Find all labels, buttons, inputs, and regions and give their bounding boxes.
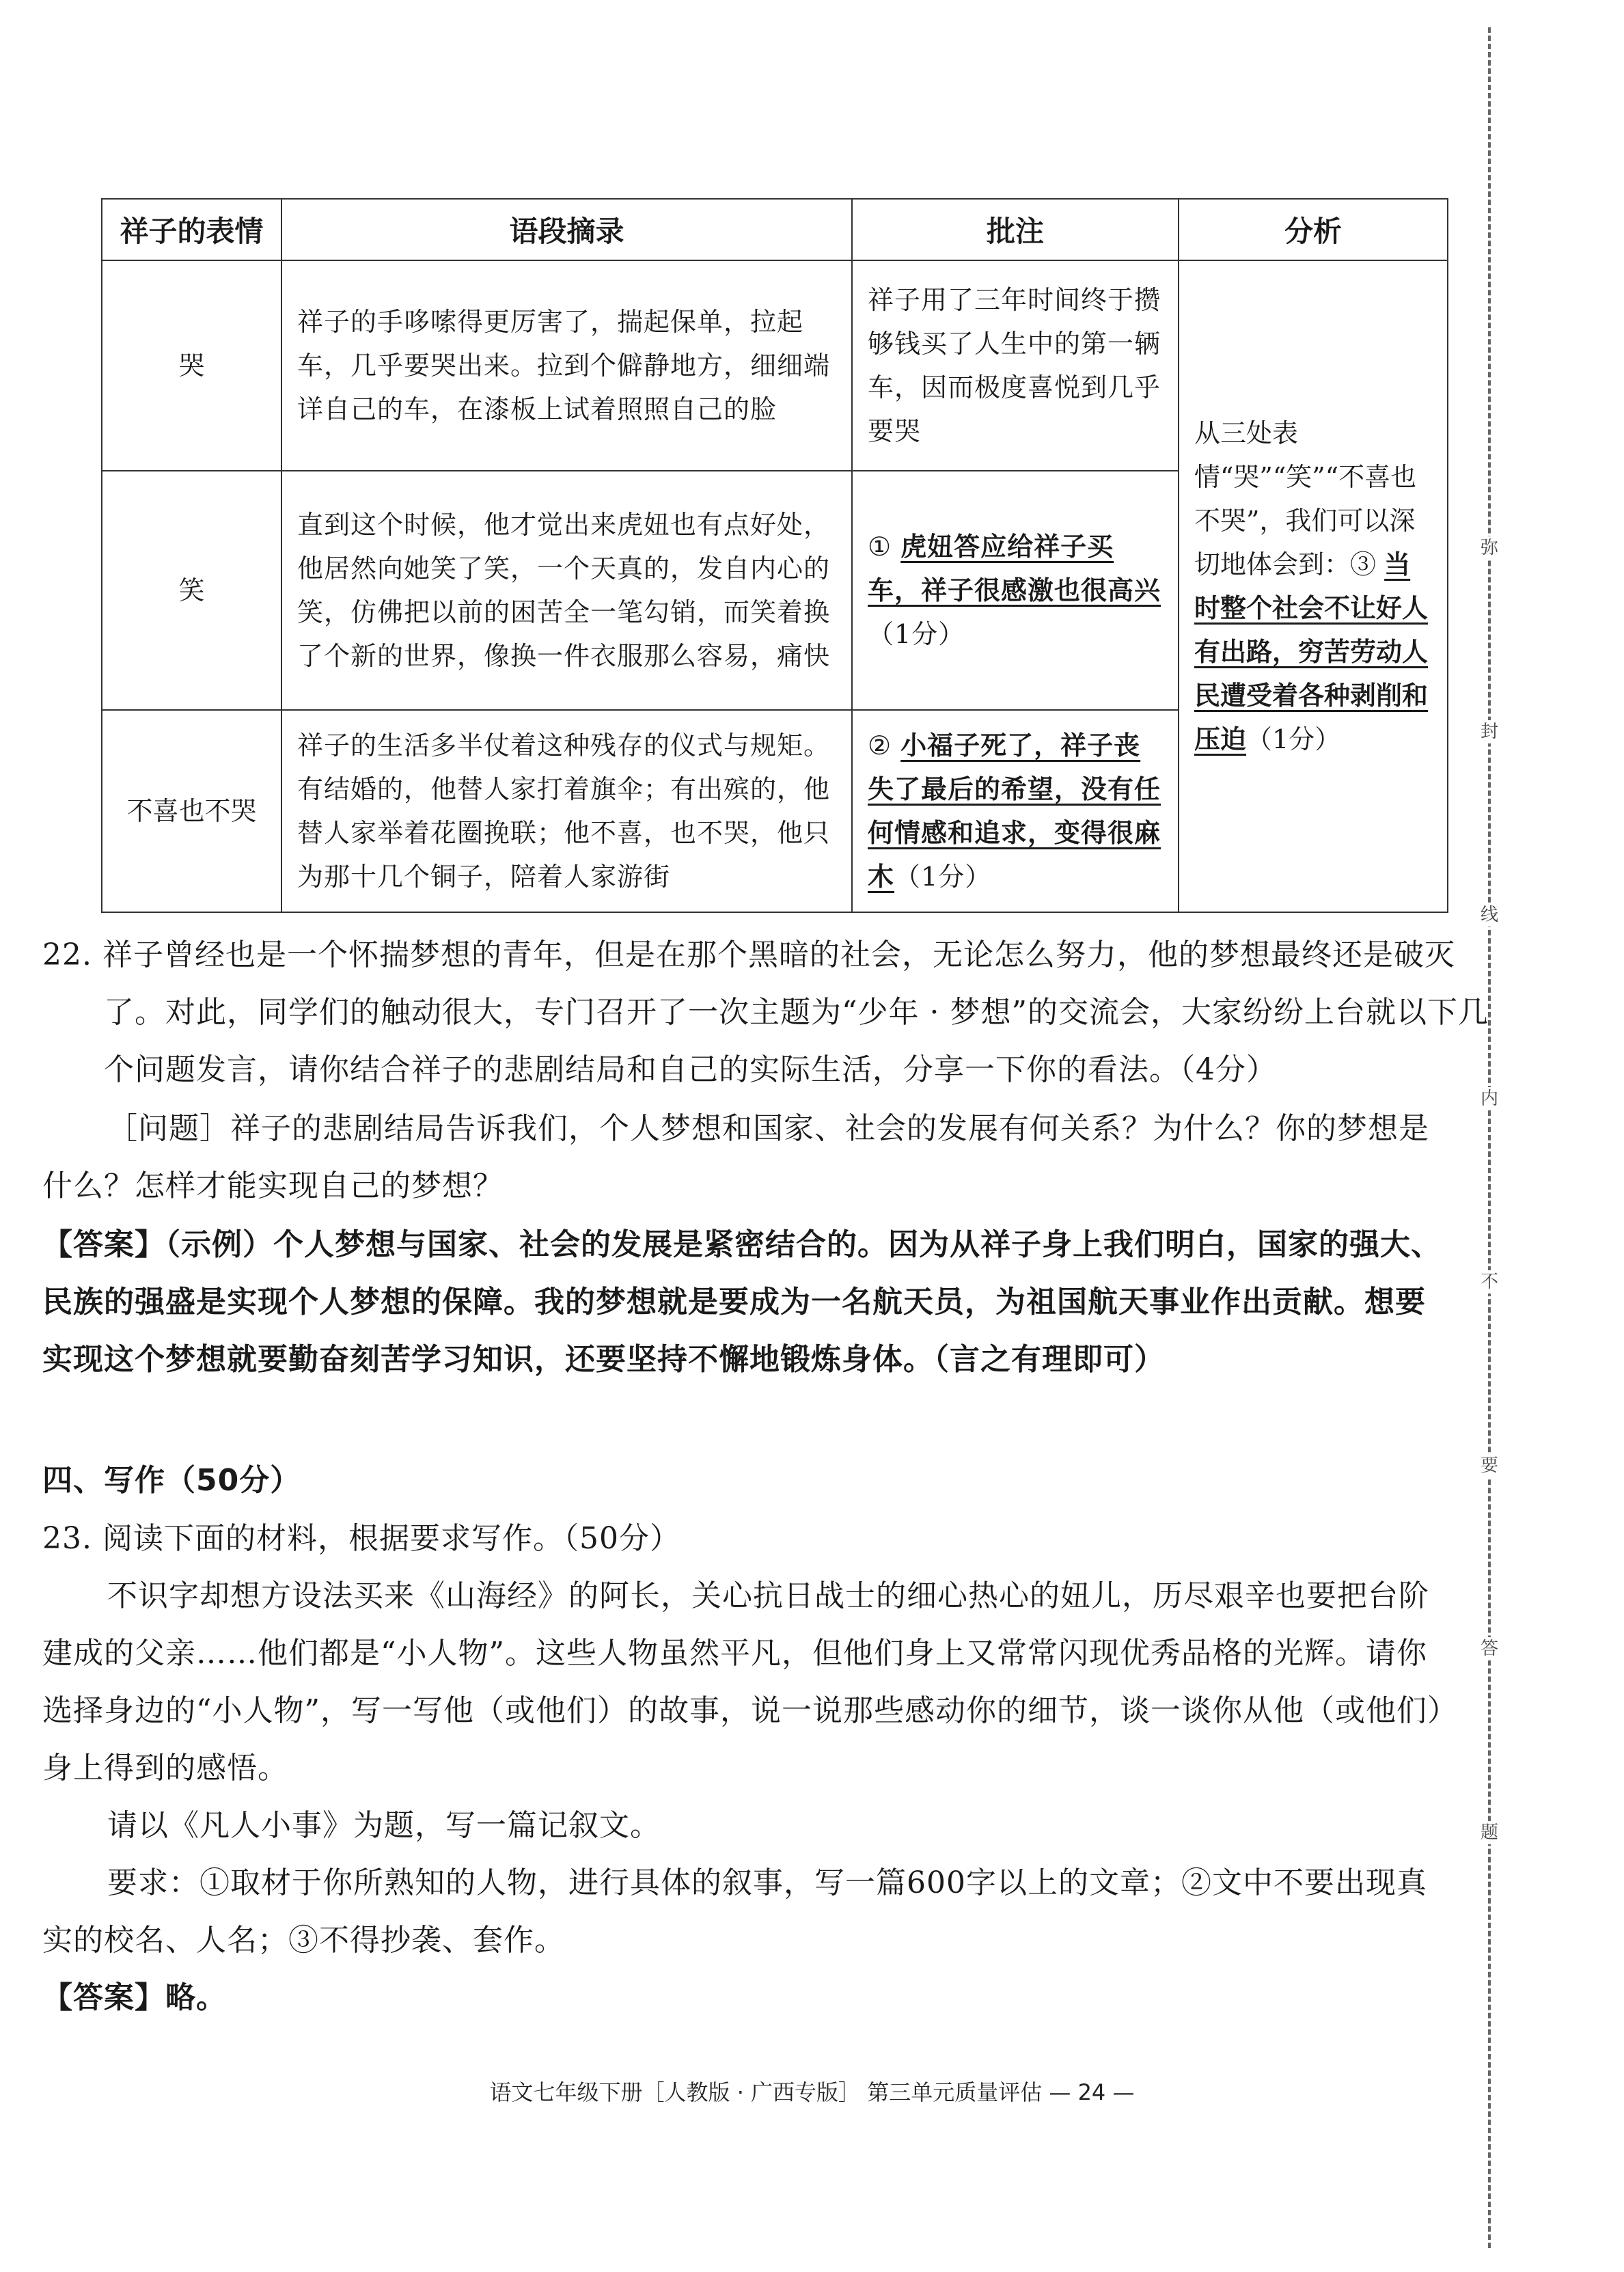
question-23-material: 不识字却想方设法买来《山海经》的阿长，关心抗日战士的细心热心的妞儿，历尽艰辛也要把台阶建成的父亲……他们都是“小人物”。这些人物虽然平凡，但他们身上又常常闪现优秀品格的光辉。请你选择身边的“小人物”，写一写他（或他们）的故事，说一说那些感动你的细节，谈一谈你从他（或他们）身上得到的感悟。 xyxy=(42,1578,1443,1785)
answer-text: 略。 xyxy=(165,1980,227,2015)
binding-char: 封 xyxy=(1476,720,1503,743)
analysis-marker: ③ xyxy=(1350,549,1377,579)
note-cell xyxy=(852,471,1179,710)
table-header-row xyxy=(102,199,1448,260)
expression-cell: 不喜也不哭 xyxy=(102,710,281,912)
note-cell xyxy=(852,710,1179,912)
header-note: 批注 xyxy=(852,199,1179,260)
expression-cell: 笑 xyxy=(102,471,281,710)
note-cell: 祥子用了三年时间终于攒够钱买了人生中的第一辆车，因而极度喜悦到几乎要哭 xyxy=(852,260,1179,471)
header-excerpt: 语段摘录 xyxy=(281,199,852,260)
header-analysis: 分析 xyxy=(1179,199,1448,260)
question-23-answer xyxy=(42,1969,1450,2027)
note-answer: 小福子死了，祥子丧失了最后的希望，没有任何情感和追求，变得很麻木 xyxy=(868,730,1161,892)
excerpt-cell: 直到这个时候，他才觉出来虎妞也有点好处，他居然向她笑了笑，一个天真的，发自内心的笑，仿佛把以前的困苦全一笔勾销，而笑着换了个新的世界，像换一件衣服那么容易，痛快 xyxy=(281,471,852,710)
question-23-requirements: 要求：①取材于你所熟知的人物，进行具体的叙事，写一篇600字以上的文章；②文中不要出现真实的校名、人名；③不得抄袭、套作。 xyxy=(42,1865,1427,1958)
question-23-title-line: 请以《凡人小事》为题，写一篇记叙文。 xyxy=(107,1808,661,1843)
expression-cell: 哭 xyxy=(102,260,281,471)
analysis-answer: 当时整个社会不让好人有出路，穷苦劳动人民遭受着各种剥削和压迫 xyxy=(1194,549,1429,754)
binding-char: 弥 xyxy=(1476,536,1503,560)
table-row xyxy=(102,260,1448,471)
binding-char: 不 xyxy=(1476,1270,1503,1294)
question-23-stem: 23. 阅读下面的材料，根据要求写作。（50分） xyxy=(42,1521,680,1556)
binding-dashed-line xyxy=(1488,27,1491,2248)
binding-char: 线 xyxy=(1476,903,1503,927)
note-score: （1分） xyxy=(894,862,992,892)
annotation-table xyxy=(101,198,1448,913)
page-footer: 语文七年级下册［人教版 · 广西专版］ 第三单元质量评估 — 24 — xyxy=(489,2079,1135,2105)
note-answer: 虎妞答应给祥子买车，祥子很感激也很高兴 xyxy=(868,532,1161,605)
excerpt-cell: 祥子的生活多半仗着这种残存的仪式与规矩。有结婚的，他替人家打着旗伞；有出殡的，他替人家举着花圈挽联；他不喜，也不哭，他只为那十几个铜子，陪着人家游街 xyxy=(281,710,852,912)
analysis-prefix: 从三处表情“哭”“笑”“不喜也不哭”，我们可以深切地体会到： xyxy=(1194,418,1417,579)
analysis-score: （1分） xyxy=(1246,724,1341,754)
excerpt-cell: 祥子的手哆嗦得更厉害了，揣起保单，拉起车，几乎要哭出来。拉到个僻静地方，细细端详自己的车，在漆板上试着照照自己的脸 xyxy=(281,260,852,471)
analysis-cell xyxy=(1179,260,1448,912)
question-22-stem: 22. 祥子曾经也是一个怀揣梦想的青年，但是在那个黑暗的社会，无论怎么努力，他的梦想最终还是破灭了。对此，同学们的触动很大，专门召开了一次主题为“少年 · 梦想”的交流会，大家纷纷上台就以下几个问题发言，请你结合祥子的悲剧结局和自己的实际生活，分享一下你的看法。（4分） xyxy=(42,937,1489,1087)
question-22-answer xyxy=(42,1216,1450,1388)
note-marker: ① xyxy=(868,532,892,562)
section-title: 四、写作（50分） xyxy=(42,1463,301,1498)
note-score: （1分） xyxy=(868,619,965,649)
note-marker: ② xyxy=(868,730,892,761)
binding-char: 要 xyxy=(1476,1454,1503,1477)
question-22-prompt: ［问题］祥子的悲剧结局告诉我们，个人梦想和国家、社会的发展有何关系？为什么？你的梦想是什么？怎样才能实现自己的梦想？ xyxy=(42,1111,1429,1203)
binding-char: 题 xyxy=(1476,1821,1503,1844)
answer-label: 【答案】 xyxy=(42,1980,165,2015)
binding-char: 答 xyxy=(1476,1637,1503,1660)
binding-char: 内 xyxy=(1476,1087,1503,1110)
answer-label: 【答案】 xyxy=(42,1227,165,1262)
answer-text: （示例）个人梦想与国家、社会的发展是紧密结合的。因为从祥子身上我们明白，国家的强大、民族的强盛是实现个人梦想的保障。我的梦想就是要成为一名航天员，为祖国航天事业作出贡献。想要实现这个梦想就要勤奋刻苦学习知识，还要坚持不懈地锻炼身体。（言之有理即可） xyxy=(42,1227,1442,1377)
header-expression: 祥子的表情 xyxy=(102,199,281,260)
